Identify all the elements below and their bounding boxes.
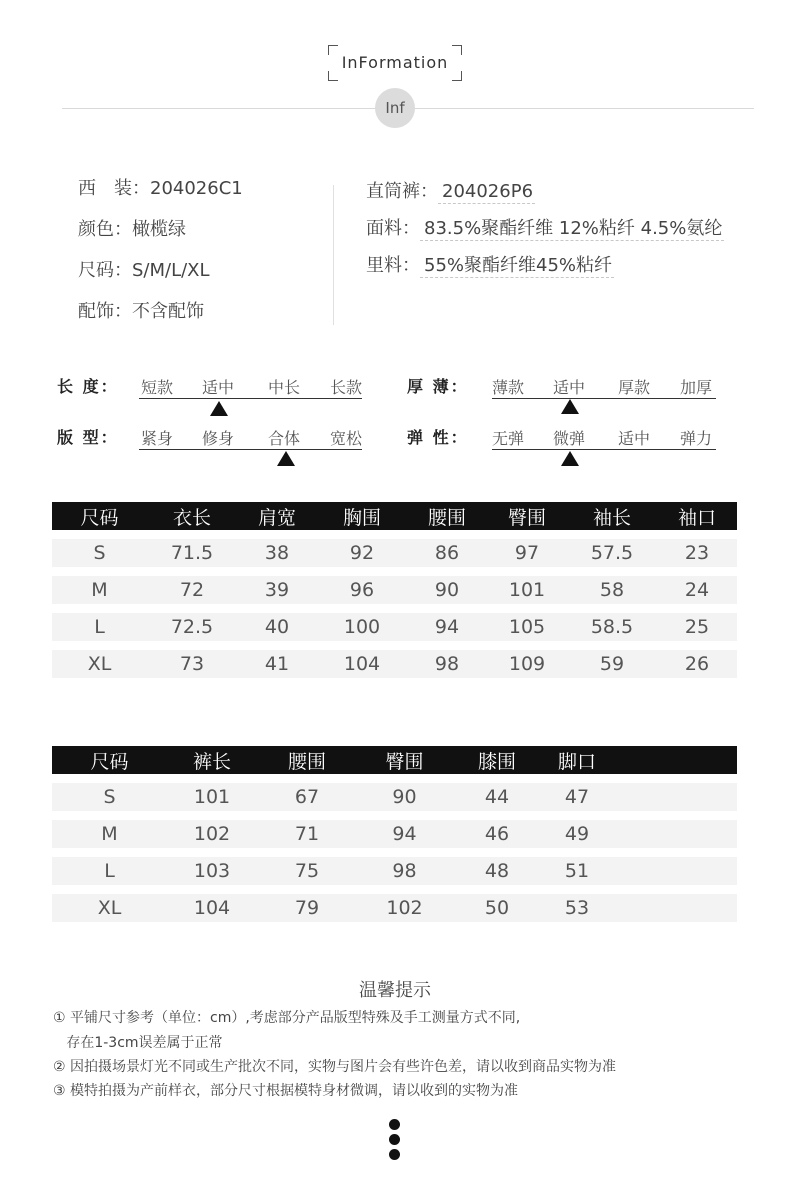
thickness-option: 加厚	[680, 378, 713, 397]
spec-label: 直筒裤：	[366, 181, 438, 202]
product-specs-right	[366, 180, 724, 291]
table-cell: S	[52, 783, 167, 811]
column-header: 腰围	[257, 746, 357, 774]
table-cell: 51	[542, 857, 612, 885]
column-header: 尺码	[52, 502, 147, 530]
table-cell: 59	[567, 650, 657, 678]
more-dots-icon	[389, 1134, 400, 1145]
table-cell: 75	[257, 857, 357, 885]
table-cell: 48	[452, 857, 542, 885]
table-row	[52, 820, 737, 848]
length-label: 长 度：	[57, 377, 119, 396]
empty-cell	[612, 857, 737, 885]
spec-label: 里料：	[366, 255, 420, 276]
table-cell: 71	[257, 820, 357, 848]
table-cell: 53	[542, 894, 612, 922]
table-cell: 58	[567, 576, 657, 604]
fit-option: 宽松	[330, 429, 363, 448]
table-row	[52, 783, 737, 811]
table-row	[52, 613, 737, 641]
table-row	[52, 539, 737, 567]
table-cell: 24	[657, 576, 737, 604]
column-header: 臀围	[487, 502, 567, 530]
column-header: 袖长	[567, 502, 657, 530]
column-header: 臀围	[357, 746, 452, 774]
column-header: 袖口	[657, 502, 737, 530]
inf-badge: Inf	[375, 88, 415, 128]
table-cell: 38	[237, 539, 317, 567]
column-header: 膝围	[452, 746, 542, 774]
table-cell: 98	[357, 857, 452, 885]
table-cell: 72.5	[147, 613, 237, 641]
column-header: 裤长	[167, 746, 257, 774]
table-cell: L	[52, 613, 147, 641]
table-cell: 47	[542, 783, 612, 811]
table-cell: 46	[452, 820, 542, 848]
table-cell: 90	[407, 576, 487, 604]
length-scale	[139, 398, 362, 399]
more-dots-icon	[389, 1149, 400, 1160]
length-option: 长款	[330, 378, 363, 397]
table-cell: 101	[167, 783, 257, 811]
thickness-option: 薄款	[492, 378, 525, 397]
table-cell: 98	[407, 650, 487, 678]
spec-fabric	[366, 217, 724, 254]
column-header: 肩宽	[237, 502, 317, 530]
product-specs-left	[78, 177, 243, 341]
elasticity-option: 弹力	[680, 429, 713, 448]
spec-color: 颜色：橄榄绿	[78, 219, 186, 240]
column-header: 脚口	[542, 746, 612, 774]
table-row	[52, 650, 737, 678]
spec-value: 55%聚酯纤维45%粘纤	[420, 255, 614, 278]
fit-option: 修身	[202, 429, 235, 448]
column-header: 衣长	[147, 502, 237, 530]
tip-line: ② 因拍摄场景灯光不同或生产批次不同，实物与图片会有些许色差，请以收到商品实物为准	[53, 1059, 616, 1075]
table-cell: 41	[237, 650, 317, 678]
tips-title: 温馨提示	[359, 980, 431, 1001]
table-cell: 58.5	[567, 613, 657, 641]
thickness-option: 厚款	[618, 378, 651, 397]
spec-size: 尺码：S/M/L/XL	[78, 260, 210, 281]
more-dots-icon	[389, 1119, 400, 1130]
table-cell: 109	[487, 650, 567, 678]
table-cell: XL	[52, 894, 167, 922]
table-cell: 57.5	[567, 539, 657, 567]
column-header: 胸围	[317, 502, 407, 530]
length-selected-marker-icon	[210, 401, 228, 416]
thickness-label: 厚 薄：	[407, 377, 469, 396]
elasticity-selected-marker-icon	[561, 451, 579, 466]
table-cell: 71.5	[147, 539, 237, 567]
table-cell: 50	[452, 894, 542, 922]
fit-scale	[139, 449, 362, 450]
spec-suit-code: 西 装：204026C1	[78, 178, 243, 199]
table-cell: 100	[317, 613, 407, 641]
elasticity-option: 无弹	[492, 429, 525, 448]
specs-divider	[333, 185, 334, 325]
information-title-frame	[328, 45, 462, 81]
tip-line: ③ 模特拍摄为产前样衣，部分尺寸根据模特身材微调，请以收到的实物为准	[53, 1083, 518, 1099]
thickness-option: 适中	[553, 378, 586, 397]
length-option: 适中	[202, 378, 235, 397]
fit-option: 合体	[268, 429, 301, 448]
elasticity-option: 微弹	[553, 429, 586, 448]
table-row	[52, 576, 737, 604]
spec-value: 204026P6	[438, 181, 535, 204]
table-row	[52, 894, 737, 922]
table-cell: S	[52, 539, 147, 567]
table-cell: L	[52, 857, 167, 885]
table-cell: M	[52, 820, 167, 848]
table-cell: M	[52, 576, 147, 604]
empty-cell	[612, 894, 737, 922]
fit-label: 版 型：	[57, 428, 119, 447]
thickness-scale	[492, 398, 716, 399]
table-header-row	[52, 746, 737, 774]
table-cell: 103	[167, 857, 257, 885]
table-row	[52, 857, 737, 885]
table-cell: 94	[407, 613, 487, 641]
table-cell: 79	[257, 894, 357, 922]
tip-line: 存在1-3cm误差属于正常	[53, 1035, 223, 1051]
elasticity-scale	[492, 449, 716, 450]
tip-line: ① 平铺尺寸参考（单位：cm）,考虑部分产品版型特殊及手工测量方式不同,	[53, 1010, 521, 1026]
table-cell: 92	[317, 539, 407, 567]
table-cell: 102	[167, 820, 257, 848]
table-cell: 23	[657, 539, 737, 567]
table-cell: 67	[257, 783, 357, 811]
pants-size-table	[52, 746, 737, 922]
elasticity-label: 弹 性：	[407, 428, 469, 447]
empty-header-cell	[612, 746, 737, 774]
column-header: 腰围	[407, 502, 487, 530]
frame-corner	[328, 71, 338, 81]
table-cell: 49	[542, 820, 612, 848]
empty-cell	[612, 820, 737, 848]
length-option: 中长	[268, 378, 301, 397]
table-cell: XL	[52, 650, 147, 678]
spec-accessory: 配饰：不含配饰	[78, 301, 204, 322]
table-cell: 104	[167, 894, 257, 922]
table-cell: 101	[487, 576, 567, 604]
table-cell: 73	[147, 650, 237, 678]
thickness-selected-marker-icon	[561, 399, 579, 414]
table-cell: 104	[317, 650, 407, 678]
table-cell: 72	[147, 576, 237, 604]
spec-pants-code	[366, 180, 724, 217]
table-cell: 44	[452, 783, 542, 811]
page-title: InFormation	[341, 53, 449, 72]
empty-cell	[612, 783, 737, 811]
table-cell: 40	[237, 613, 317, 641]
column-header: 尺码	[52, 746, 167, 774]
length-option: 短款	[141, 378, 174, 397]
table-cell: 90	[357, 783, 452, 811]
fit-option: 紧身	[141, 429, 174, 448]
table-cell: 105	[487, 613, 567, 641]
table-cell: 86	[407, 539, 487, 567]
table-cell: 96	[317, 576, 407, 604]
table-cell: 26	[657, 650, 737, 678]
table-header-row	[52, 502, 737, 530]
spec-lining	[366, 254, 724, 291]
table-cell: 97	[487, 539, 567, 567]
spec-label: 面料：	[366, 218, 420, 239]
elasticity-option: 适中	[618, 429, 651, 448]
table-cell: 25	[657, 613, 737, 641]
jacket-size-table	[52, 502, 737, 678]
table-cell: 102	[357, 894, 452, 922]
spec-value: 83.5%聚酯纤维 12%粘纤 4.5%氨纶	[420, 218, 724, 241]
frame-corner	[452, 71, 462, 81]
table-cell: 94	[357, 820, 452, 848]
fit-selected-marker-icon	[277, 451, 295, 466]
table-cell: 39	[237, 576, 317, 604]
